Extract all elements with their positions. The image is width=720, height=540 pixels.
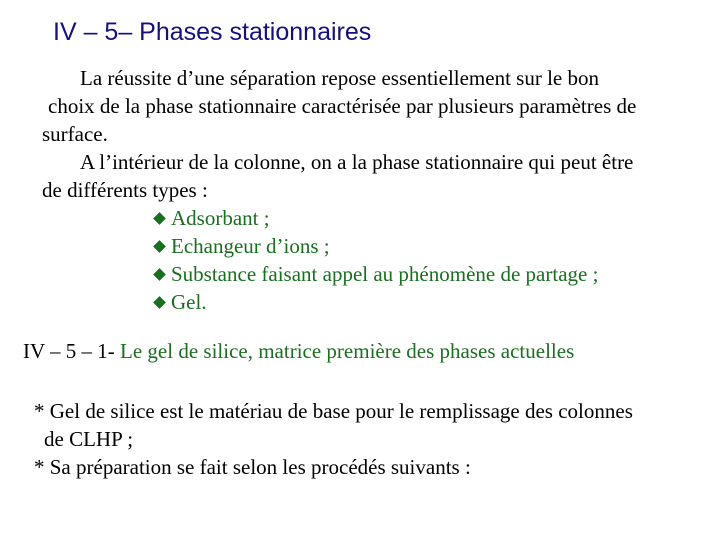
subsection-number: IV – 5 – 1- (23, 339, 115, 363)
diamond-icon (153, 268, 166, 281)
list-item (152, 260, 598, 288)
diamond-icon (153, 296, 166, 309)
list-item (152, 204, 598, 232)
intro-line-3: surface. (42, 122, 108, 146)
statement-line-1: * Gel de silice est le matériau de base pour le remplissage des colonnes (34, 399, 633, 423)
list-item (152, 288, 598, 316)
intro-line-5: de différents types : (42, 178, 208, 202)
subsection-title: Le gel de silice, matrice première des phases actuelles (120, 339, 575, 363)
list-item-label: Echangeur d’ions ; (171, 234, 330, 258)
diamond-icon (153, 240, 166, 253)
statement-line-2: de CLHP ; (44, 427, 134, 451)
list-item-label: Gel. (171, 290, 207, 314)
diamond-icon (153, 212, 166, 225)
list-item-label: Adsorbant ; (171, 206, 270, 230)
phase-types-list (152, 204, 598, 316)
slide-title: IV – 5– Phases stationnaires (53, 18, 372, 46)
intro-line-1: La réussite d’une séparation repose essentiellement sur le bon (80, 66, 599, 90)
intro-line-4: A l’intérieur de la colonne, on a la phase stationnaire qui peut être (80, 150, 634, 174)
list-item-label: Substance faisant appel au phénomène de partage ; (171, 262, 599, 286)
statement-line-3: * Sa préparation se fait selon les procédés suivants : (34, 455, 471, 479)
intro-line-2: choix de la phase stationnaire caractérisée par plusieurs paramètres de (48, 94, 637, 118)
subsection-heading (23, 337, 574, 365)
list-item (152, 232, 598, 260)
